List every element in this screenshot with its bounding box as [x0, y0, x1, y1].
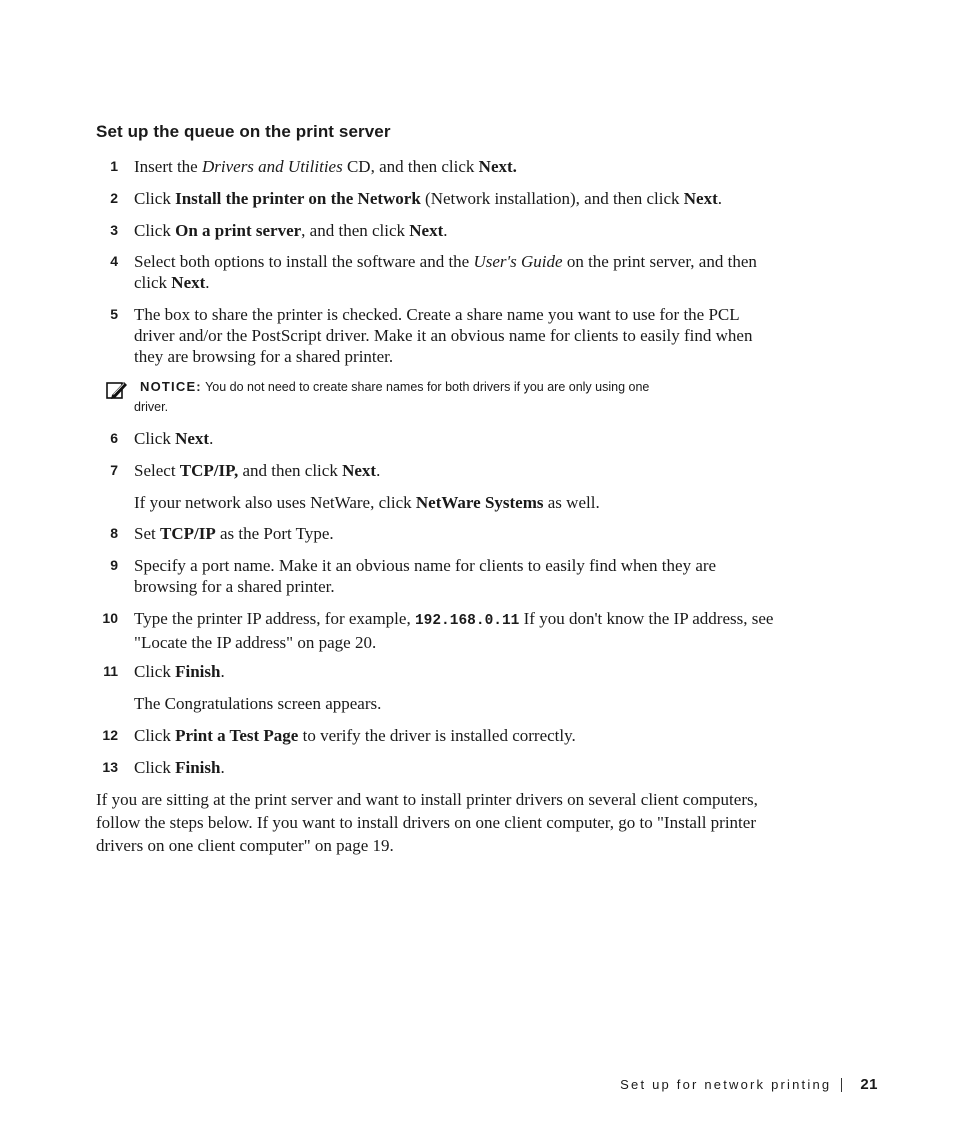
step-number: 10: [102, 610, 118, 626]
step-text: Click On a print server, and then click Next.: [134, 221, 448, 240]
footer-section-title: Set up for network printing: [620, 1077, 832, 1092]
step-text: Insert the Drivers and Utilities CD, and then click Next.: [134, 157, 517, 176]
step-number: 9: [110, 557, 118, 573]
step-number: 7: [110, 462, 118, 478]
step-number: 8: [110, 525, 118, 541]
step-text: The box to share the printer is checked. Create a share name you want to use for the PCL driver and/or the PostScript driver. Make it an obvious name for clients to easily find when they are browsing for a shared printer.: [134, 305, 753, 366]
step-text: Click Print a Test Page to verify the driver is installed correctly.: [134, 726, 576, 745]
notice-callout: [106, 377, 756, 417]
page-footer: [620, 1076, 878, 1093]
step-number: 11: [103, 663, 118, 679]
step-number: 12: [102, 727, 118, 743]
section-heading: Set up the queue on the print server: [96, 122, 391, 141]
notice-label: NOTICE:: [140, 379, 202, 394]
pencil-note-icon: [106, 379, 128, 401]
step-text: Set TCP/IP as the Port Type.: [134, 524, 334, 543]
closing-paragraph: If you are sitting at the print server and want to install printer drivers on several client computers, follow the steps below. If you want to install drivers on one client computer, go to "Install printer drivers on one client computer" on page 19.: [96, 790, 758, 855]
step-text: Click Next.: [134, 429, 214, 448]
step-number: 5: [110, 306, 118, 322]
step-number: 4: [110, 253, 118, 269]
step-text: Click Finish.: [134, 758, 225, 777]
step-number: 3: [110, 222, 118, 238]
step-text: Specify a port name. Make it an obvious name for clients to easily find when they are browsing for a shared printer.: [134, 556, 717, 596]
step-number: 13: [102, 759, 118, 775]
step-number: 6: [110, 430, 118, 446]
footer-divider: [841, 1078, 842, 1092]
step-text: Select TCP/IP, and then click Next.: [134, 461, 381, 480]
step-number: 1: [110, 158, 118, 174]
notice-text-continued: driver.: [134, 400, 169, 414]
ip-example: 192.168.0.11: [414, 613, 520, 629]
step-text: Click Finish.: [134, 662, 225, 681]
notice-body: [106, 377, 756, 417]
step-11-note: The Congratulations screen appears.: [134, 694, 382, 713]
step-text: Select both options to install the software and the User's Guide on the print server, and then click Next.: [134, 252, 757, 292]
step-text: Type the printer IP address, for example, 192.168.0.11 If you don't know the IP address, see "Locate the IP address" on page 20.: [134, 609, 774, 652]
step-7-note: If your network also uses NetWare, click NetWare Systems as well.: [134, 493, 600, 512]
step-number: 2: [110, 190, 118, 206]
step-text: Click Install the printer on the Network (Network installation), and then click Next.: [134, 189, 722, 208]
notice-text: You do not need to create share names for both drivers if you are only using one: [201, 380, 650, 394]
page-number: 21: [860, 1076, 878, 1093]
